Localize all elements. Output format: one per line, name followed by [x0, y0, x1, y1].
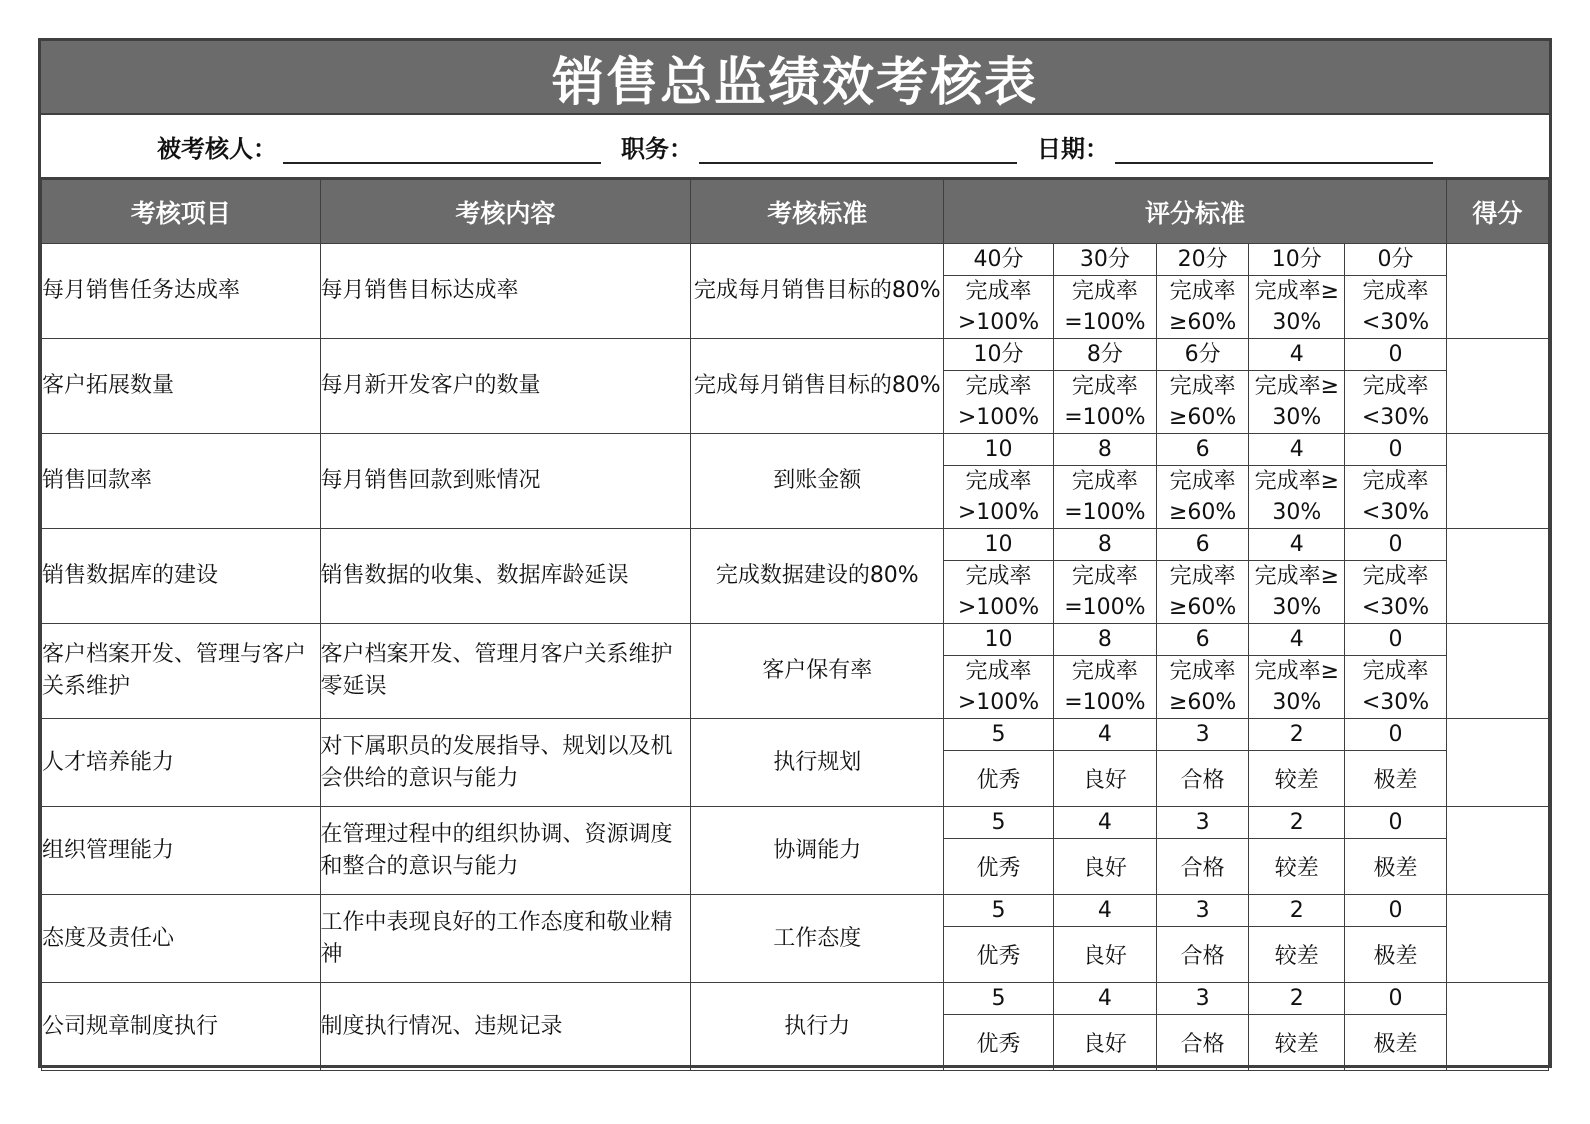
item-cell: 组织管理能力 [42, 807, 321, 895]
score-level-cell: 6 [1157, 529, 1249, 561]
score-level-cell: 4 [1249, 529, 1345, 561]
score-level-cell: 0分 [1345, 244, 1446, 276]
criteria-cell: 完成率 >100% [944, 656, 1053, 719]
score-level-cell: 4 [1053, 807, 1156, 839]
table-row [42, 807, 1549, 839]
content-cell: 销售数据的收集、数据库龄延误 [320, 529, 691, 624]
position-blank-line[interactable] [699, 140, 1017, 164]
date-field[interactable] [1037, 129, 1433, 164]
criteria-cell: 完成率 ≥60% [1157, 371, 1249, 434]
criteria-cell: 完成率 <30% [1345, 371, 1446, 434]
item-cell: 每月销售任务达成率 [42, 244, 321, 339]
score-level-cell: 8分 [1053, 339, 1156, 371]
criteria-cell: 良好 [1053, 839, 1156, 895]
criteria-cell: 极差 [1345, 927, 1446, 983]
score-level-cell: 2 [1249, 895, 1345, 927]
standard-cell: 到账金额 [691, 434, 944, 529]
criteria-cell: 完成率 =100% [1053, 656, 1156, 719]
table-body [42, 244, 1549, 1071]
table-row [42, 529, 1549, 561]
table-row [42, 624, 1549, 656]
criteria-cell: 合格 [1157, 751, 1249, 807]
criteria-cell: 完成率 =100% [1053, 561, 1156, 624]
criteria-cell: 完成率 >100% [944, 371, 1053, 434]
criteria-cell: 优秀 [944, 751, 1053, 807]
criteria-cell: 完成率 >100% [944, 561, 1053, 624]
header-content: 考核内容 [320, 180, 691, 244]
score-level-cell: 0 [1345, 529, 1446, 561]
criteria-cell: 较差 [1249, 1015, 1345, 1071]
content-cell: 每月销售回款到账情况 [320, 434, 691, 529]
criteria-cell: 完成率 ≥60% [1157, 656, 1249, 719]
score-input-cell[interactable] [1446, 895, 1548, 983]
criteria-cell: 完成率 <30% [1345, 561, 1446, 624]
criteria-cell: 良好 [1053, 927, 1156, 983]
criteria-cell: 完成率 ≥60% [1157, 276, 1249, 339]
item-cell: 人才培养能力 [42, 719, 321, 807]
date-blank-line[interactable] [1115, 140, 1433, 164]
criteria-cell: 较差 [1249, 927, 1345, 983]
score-input-cell[interactable] [1446, 624, 1548, 719]
score-level-cell: 0 [1345, 434, 1446, 466]
assessment-table [41, 179, 1549, 1071]
criteria-cell: 完成率≥ 30% [1249, 561, 1345, 624]
criteria-cell: 优秀 [944, 839, 1053, 895]
table-row [42, 339, 1549, 371]
score-level-cell: 30分 [1053, 244, 1156, 276]
score-level-cell: 4 [1053, 983, 1156, 1015]
criteria-cell: 完成率 =100% [1053, 371, 1156, 434]
score-level-cell: 4 [1053, 719, 1156, 751]
score-level-cell: 8 [1053, 624, 1156, 656]
score-input-cell[interactable] [1446, 807, 1548, 895]
item-cell: 销售回款率 [42, 434, 321, 529]
standard-cell: 客户保有率 [691, 624, 944, 719]
person-label: 被考核人： [157, 134, 277, 163]
score-level-cell: 8 [1053, 434, 1156, 466]
performance-sheet [38, 38, 1552, 1068]
score-level-cell: 0 [1345, 983, 1446, 1015]
score-level-cell: 4 [1249, 339, 1345, 371]
header-score: 得分 [1446, 180, 1548, 244]
content-cell: 每月销售目标达成率 [320, 244, 691, 339]
criteria-cell: 完成率≥ 30% [1249, 276, 1345, 339]
criteria-cell: 较差 [1249, 751, 1345, 807]
score-input-cell[interactable] [1446, 529, 1548, 624]
criteria-cell: 完成率 <30% [1345, 656, 1446, 719]
score-level-cell: 4 [1249, 434, 1345, 466]
standard-cell: 完成每月销售目标的80% [691, 244, 944, 339]
score-level-cell: 3 [1157, 719, 1249, 751]
header-standard: 考核标准 [691, 180, 944, 244]
header-row [42, 180, 1549, 244]
table-row [42, 434, 1549, 466]
score-level-cell: 4 [1053, 895, 1156, 927]
score-level-cell: 3 [1157, 895, 1249, 927]
position-field[interactable] [621, 129, 1017, 164]
criteria-cell: 合格 [1157, 839, 1249, 895]
content-cell: 工作中表现良好的工作态度和敬业精神 [320, 895, 691, 983]
criteria-cell: 极差 [1345, 1015, 1446, 1071]
score-level-cell: 6 [1157, 434, 1249, 466]
person-blank-line[interactable] [283, 140, 601, 164]
score-input-cell[interactable] [1446, 719, 1548, 807]
item-cell: 客户拓展数量 [42, 339, 321, 434]
criteria-cell: 极差 [1345, 839, 1446, 895]
score-level-cell: 10分 [1249, 244, 1345, 276]
score-level-cell: 5 [944, 895, 1053, 927]
item-cell: 公司规章制度执行 [42, 983, 321, 1071]
score-level-cell: 5 [944, 807, 1053, 839]
score-input-cell[interactable] [1446, 983, 1548, 1071]
content-cell: 对下属职员的发展指导、规划以及机会供给的意识与能力 [320, 719, 691, 807]
title-text: 销售总监绩效考核表 [551, 52, 1038, 113]
criteria-cell: 完成率 <30% [1345, 466, 1446, 529]
score-level-cell: 6 [1157, 624, 1249, 656]
score-input-cell[interactable] [1446, 244, 1548, 339]
criteria-cell: 完成率≥ 30% [1249, 371, 1345, 434]
item-cell: 销售数据库的建设 [42, 529, 321, 624]
score-level-cell: 0 [1345, 339, 1446, 371]
score-level-cell: 5 [944, 719, 1053, 751]
score-level-cell: 0 [1345, 807, 1446, 839]
criteria-cell: 完成率 =100% [1053, 466, 1156, 529]
table-row [42, 244, 1549, 276]
item-cell: 客户档案开发、管理与客户关系维护 [42, 624, 321, 719]
standard-cell: 执行规划 [691, 719, 944, 807]
score-level-cell: 2 [1249, 983, 1345, 1015]
header-scoring: 评分标准 [944, 180, 1446, 244]
criteria-cell: 较差 [1249, 839, 1345, 895]
page-title [41, 41, 1549, 115]
criteria-cell: 完成率 >100% [944, 466, 1053, 529]
score-input-cell[interactable] [1446, 434, 1548, 529]
content-cell: 在管理过程中的组织协调、资源调度和整合的意识与能力 [320, 807, 691, 895]
criteria-cell: 完成率 ≥60% [1157, 466, 1249, 529]
criteria-cell: 完成率 ≥60% [1157, 561, 1249, 624]
score-level-cell: 20分 [1157, 244, 1249, 276]
score-level-cell: 3 [1157, 807, 1249, 839]
criteria-cell: 优秀 [944, 1015, 1053, 1071]
score-level-cell: 0 [1345, 624, 1446, 656]
score-level-cell: 10 [944, 529, 1053, 561]
criteria-cell: 优秀 [944, 927, 1053, 983]
score-level-cell: 2 [1249, 807, 1345, 839]
score-level-cell: 8 [1053, 529, 1156, 561]
criteria-cell: 完成率≥ 30% [1249, 466, 1345, 529]
table-row [42, 983, 1549, 1015]
score-level-cell: 40分 [944, 244, 1053, 276]
score-level-cell: 0 [1345, 895, 1446, 927]
score-level-cell: 10分 [944, 339, 1053, 371]
score-level-cell: 0 [1345, 719, 1446, 751]
standard-cell: 执行力 [691, 983, 944, 1071]
content-cell: 制度执行情况、违规记录 [320, 983, 691, 1071]
score-level-cell: 10 [944, 624, 1053, 656]
date-label: 日期： [1037, 134, 1109, 163]
score-level-cell: 3 [1157, 983, 1249, 1015]
item-cell: 态度及责任心 [42, 895, 321, 983]
score-level-cell: 6分 [1157, 339, 1249, 371]
criteria-cell: 完成率 <30% [1345, 276, 1446, 339]
standard-cell: 协调能力 [691, 807, 944, 895]
standard-cell: 完成数据建设的80% [691, 529, 944, 624]
content-cell: 客户档案开发、管理月客户关系维护零延误 [320, 624, 691, 719]
score-level-cell: 5 [944, 983, 1053, 1015]
criteria-cell: 良好 [1053, 1015, 1156, 1071]
header-item: 考核项目 [42, 180, 321, 244]
criteria-cell: 完成率 =100% [1053, 276, 1156, 339]
criteria-cell: 良好 [1053, 751, 1156, 807]
score-level-cell: 2 [1249, 719, 1345, 751]
criteria-cell: 完成率≥ 30% [1249, 656, 1345, 719]
criteria-cell: 极差 [1345, 751, 1446, 807]
content-cell: 每月新开发客户的数量 [320, 339, 691, 434]
position-label: 职务： [621, 134, 693, 163]
score-level-cell: 10 [944, 434, 1053, 466]
criteria-cell: 合格 [1157, 1015, 1249, 1071]
score-level-cell: 4 [1249, 624, 1345, 656]
table-row [42, 719, 1549, 751]
person-field[interactable] [157, 129, 601, 164]
criteria-cell: 合格 [1157, 927, 1249, 983]
score-input-cell[interactable] [1446, 339, 1548, 434]
table-row [42, 895, 1549, 927]
info-row [41, 115, 1549, 179]
criteria-cell: 完成率 >100% [944, 276, 1053, 339]
standard-cell: 完成每月销售目标的80% [691, 339, 944, 434]
standard-cell: 工作态度 [691, 895, 944, 983]
